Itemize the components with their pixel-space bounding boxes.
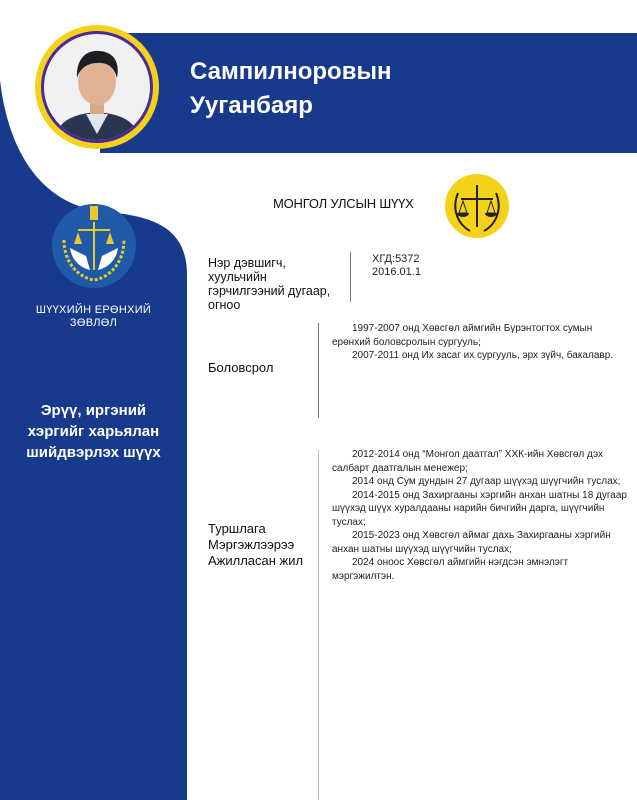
education-item: 2007-2011 онд Их засаг их сургууль, эрх зүйч, бакалавр. (352, 350, 614, 361)
judicial-council-emblem-icon (50, 200, 138, 288)
divider (350, 252, 351, 302)
court-specialty (0, 400, 187, 463)
experience-list (332, 448, 632, 583)
court-scales-emblem-icon (444, 173, 510, 239)
experience-item: 2024 оноос Хөвсгөл аймгийн нэгдсэн эмнэлэгт мэргэжилтэн. (332, 557, 569, 582)
profile-name (190, 55, 391, 123)
council-name (0, 304, 187, 330)
experience-item: 2014 онд Сум дундын 27 дугаар шүүхэд шүүгчийн туслах; (352, 476, 621, 487)
court-title: МОНГОЛ УЛСЫН ШҮҮХ (273, 196, 414, 211)
divider (318, 323, 319, 418)
label-line: хуульчийн (208, 270, 267, 284)
education-list (332, 322, 632, 363)
license-label (208, 256, 330, 312)
experience-item: 2014-2015 онд Захиргааны хэргийн анхан шатны 18 дугаар шүүхэд шүүх хуралдааны нарийн бичгийн дарга, шүүгчийн туслах; (332, 489, 627, 528)
label-line: Ажилласан жил (208, 553, 304, 568)
label-line: Нэр дэвшигч, (208, 256, 286, 270)
specialty-line: Эрүү, иргэний (40, 402, 147, 419)
license-number: ХГД:5372 (372, 253, 420, 265)
education-label: Боловсрол (208, 360, 274, 375)
label-line: Мэргэжлээрээ (208, 537, 295, 552)
label-line: Туршлага (208, 521, 266, 536)
profile-photo (35, 25, 159, 149)
license-date: 2016.01.1 (372, 266, 421, 278)
person-portrait-icon (44, 34, 150, 140)
experience-item: 2012-2014 онд “Монгол даатгал” ХХК-ийн Хөвсгөл дэх салбарт даатгалын менежер; (332, 449, 603, 474)
council-name-line: ШҮҮХИЙН ЕРӨНХИЙ (35, 304, 152, 316)
council-name-line: ЗӨВЛӨЛ (69, 317, 118, 329)
experience-item: 2015-2023 онд Хөвсгөл аймаг дахь Захиргааны хэргийн анхан шатны шүүхэд шүүгчийн туслах; (332, 530, 611, 555)
specialty-line: хэргийг харьялан (27, 423, 160, 440)
divider (318, 450, 319, 800)
experience-label (208, 521, 303, 569)
license-value (372, 253, 421, 279)
name-line: Ууганбаяр (190, 92, 313, 119)
label-line: огноо (208, 298, 241, 312)
specialty-line: шийдвэрлэх шүүх (26, 444, 161, 461)
label-line: гэрчилгээний дугаар, (208, 284, 331, 298)
education-item: 1997-2007 онд Хөвсгөл аймгийн Бүрэнтогтох сумын ерөнхий боловсролын сургууль; (332, 323, 593, 348)
name-line: Сампилноровын (190, 58, 392, 85)
